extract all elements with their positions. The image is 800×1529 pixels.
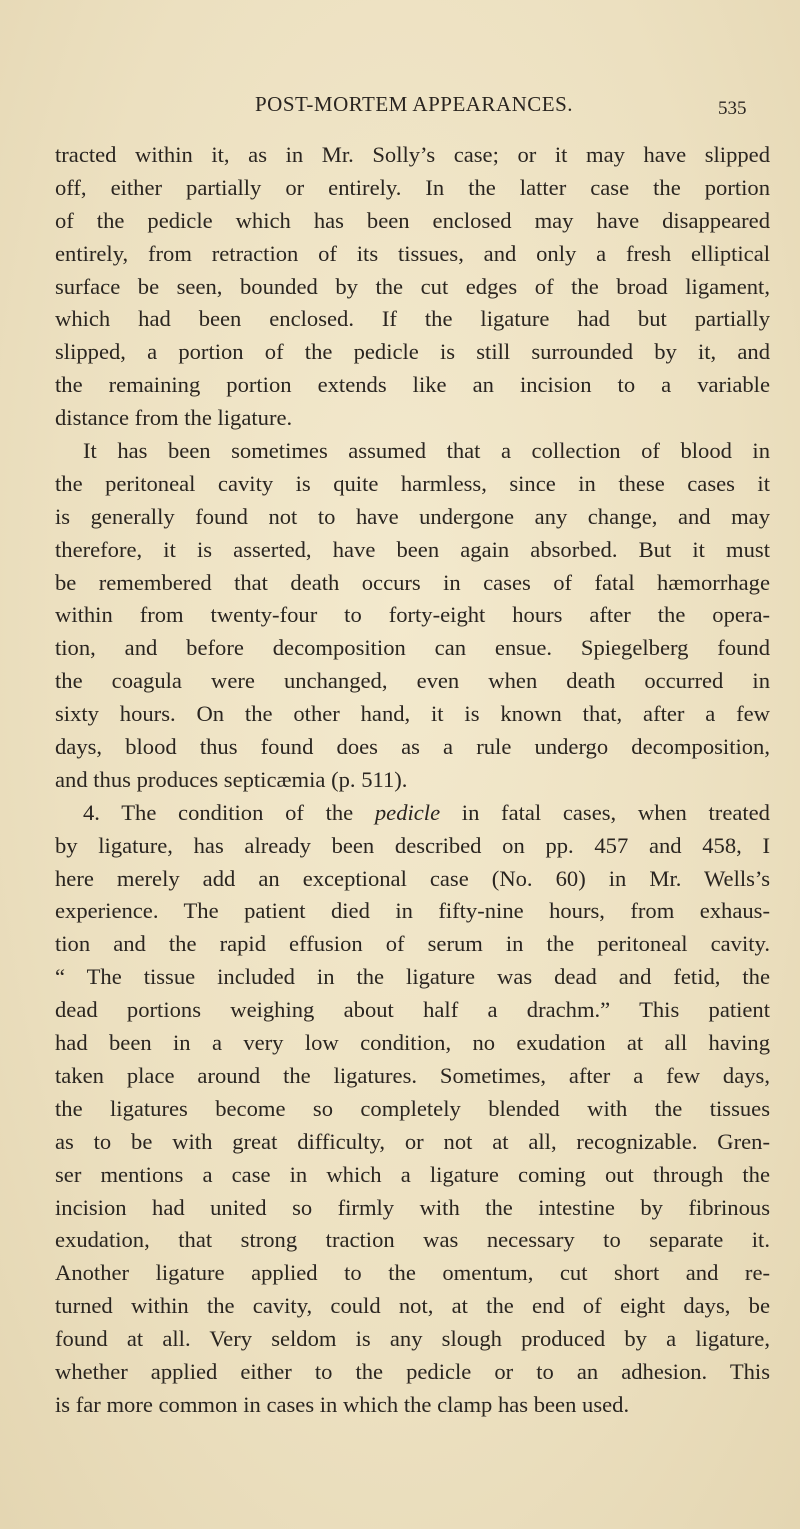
text-line: be remembered that death occurs in cases of fatal hæmorrhage — [55, 569, 770, 595]
text-line: incision had united so firmly with the intestine by fibrinous — [55, 1194, 770, 1220]
text-line: tion and the rapid effusion of serum in the peritoneal cavity. — [55, 931, 770, 957]
text-line: had been in a very low condition, no exudation at all having — [55, 1030, 770, 1056]
text-line: the remaining portion extends like an incision to a variable — [55, 372, 770, 398]
text-line: entirely, from retraction of its tissues, and only a fresh elliptical — [55, 240, 770, 266]
text-line: turned within the cavity, could not, at the end of eight days, be — [55, 1293, 770, 1319]
text-line: therefore, it is asserted, have been again absorbed. But it must — [55, 536, 770, 562]
text-line: experience. The patient died in fifty-nine hours, from exhaus- — [55, 898, 770, 924]
italic-term-pedicle: pedicle — [374, 799, 441, 825]
page-number: 535 — [718, 98, 747, 119]
text-line: tion, and before decomposition can ensue. Spiegelberg found — [55, 635, 770, 661]
text-line: sixty hours. On the other hand, it is known that, after a few — [55, 701, 770, 727]
text-segment: in fatal cases, when treated — [461, 799, 770, 825]
running-head — [0, 92, 800, 122]
body-text — [55, 139, 770, 1422]
text-line: ser mentions a case in which a ligature coming out through the — [55, 1161, 770, 1187]
text-line: off, either partially or entirely. In the latter case the portion — [55, 174, 770, 200]
text-line: slipped, a portion of the pedicle is still surrounded by it, and — [55, 339, 770, 365]
text-line-mixed — [55, 797, 770, 830]
text-line: as to be with great difficulty, or not at all, recognizable. Gren- — [55, 1128, 770, 1154]
text-line: and thus produces septicæmia (p. 511). — [55, 766, 408, 792]
running-title: POST-MORTEM APPEARANCES. — [255, 92, 574, 116]
text-line: surface be seen, bounded by the cut edges of the broad ligament, — [55, 273, 770, 299]
text-line: the ligatures become so completely blended with the tissues — [55, 1095, 770, 1121]
text-line: of the pedicle which has been enclosed may have disappeared — [55, 207, 770, 233]
text-line: dead portions weighing about half a drachm.” This patient — [55, 997, 770, 1023]
text-line: the peritoneal cavity is quite harmless, since in these cases it — [55, 470, 770, 496]
text-line: days, blood thus found does as a rule undergo decomposition, — [55, 734, 770, 760]
text-line: tracted within it, as in Mr. Solly’s case; or it may have slipped — [55, 142, 770, 167]
text-line: the coagula were unchanged, even when death occurred in — [55, 668, 770, 694]
text-line: within from twenty-four to forty-eight hours after the opera- — [55, 602, 770, 628]
text-line: distance from the ligature. — [55, 405, 293, 431]
text-line: here merely add an exceptional case (No. 60) in Mr. Wells’s — [55, 865, 770, 891]
text-segment: 4. The condition of the — [83, 799, 354, 825]
text-line: Another ligature applied to the omentum, cut short and re- — [55, 1260, 770, 1286]
text-line: is far more common in cases in which the clamp has been used. — [55, 1391, 630, 1417]
text-line: by ligature, has already been described on pp. 457 and 458, I — [55, 832, 770, 858]
text-line: “ The tissue included in the ligature was dead and fetid, the — [55, 964, 770, 990]
text-line: It has been sometimes assumed that a collection of blood in — [83, 438, 770, 464]
text-line: exudation, that strong traction was necessary to separate it. — [55, 1227, 770, 1253]
text-line: whether applied either to the pedicle or to an adhesion. This — [55, 1358, 770, 1384]
text-line: is generally found not to have undergone any change, and may — [55, 503, 770, 529]
text-line: which had been enclosed. If the ligature had but partially — [55, 306, 770, 332]
text-line: taken place around the ligatures. Sometimes, after a few days, — [55, 1062, 770, 1088]
text-line: found at all. Very seldom is any slough produced by a ligature, — [55, 1326, 770, 1352]
